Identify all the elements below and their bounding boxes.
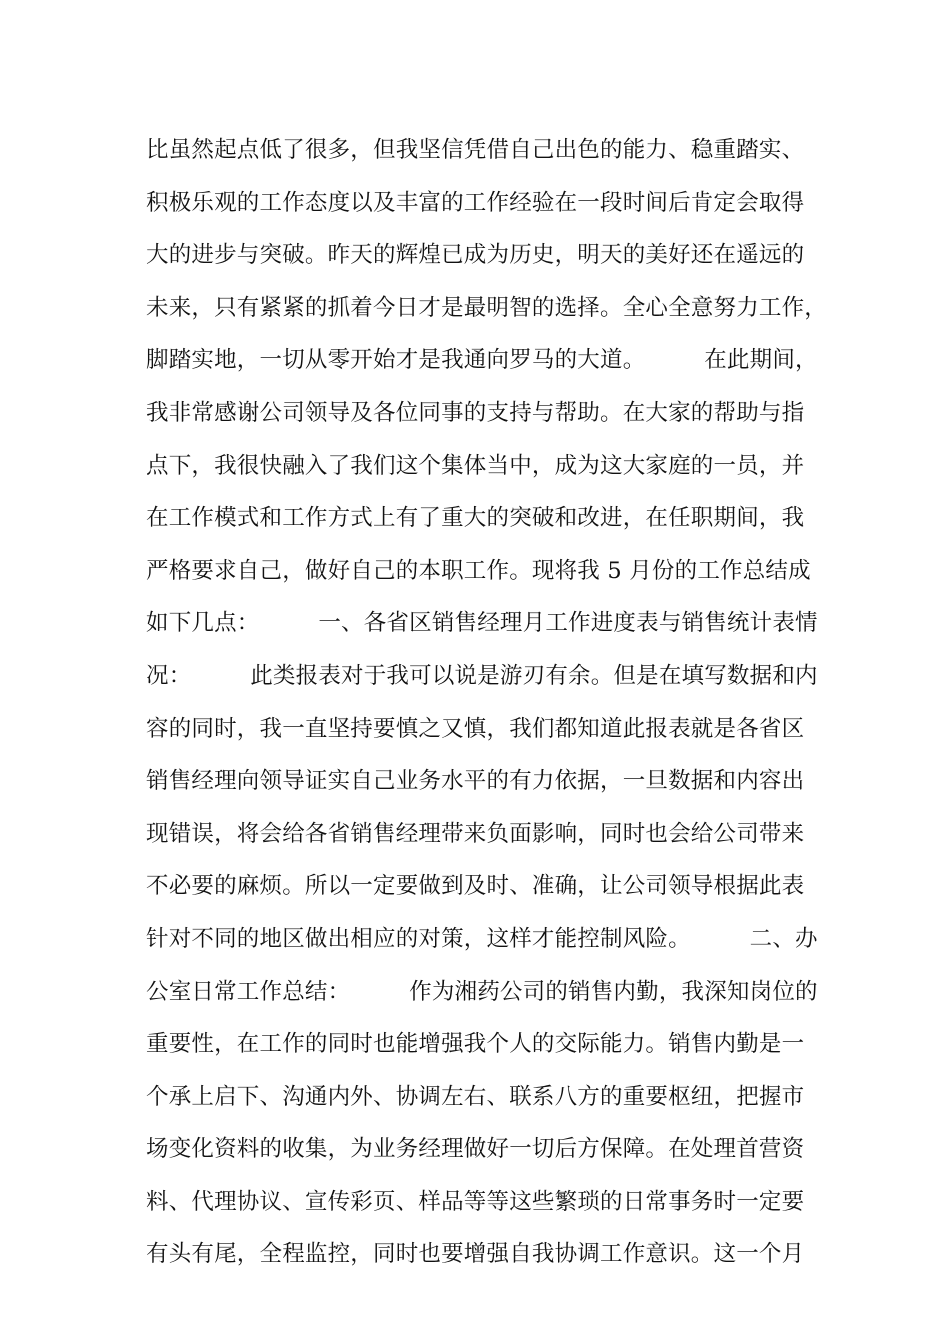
text-line: 我非常感谢公司领导及各位同事的支持与帮助。在大家的帮助与指 [146,399,805,426]
text-line: 况： 此类报表对于我可以说是游刃有余。但是在填写数据和内 [146,662,818,689]
text-line: 有头有尾，全程监控，同时也要增强自我协调工作意识。这一个月 [146,1241,805,1268]
text-line: 个承上启下、沟通内外、协调左右、联系八方的重要枢纽，把握市 [146,1083,805,1110]
text-line: 大的进步与突破。昨天的辉煌已成为历史，明天的美好还在遥远的 [146,242,805,269]
text-line: 容的同时，我一直坚持要慎之又慎，我们都知道此报表就是各省区 [146,715,805,742]
text-line: 脚踏实地，一切从零开始才是我通向罗马的大道。 在此期间， [146,347,818,374]
text-line: 料、代理协议、宣传彩页、样品等等这些繁琐的日常事务时一定要 [146,1188,805,1215]
text-line: 在工作模式和工作方式上有了重大的突破和改进，在任职期间，我 [146,505,805,532]
text-line: 严格要求自己，做好自己的本职工作。现将我 5 月份的工作总结成 [146,557,811,584]
text-line: 点下，我很快融入了我们这个集体当中，成为这大家庭的一员，并 [146,452,805,479]
text-line: 针对不同的地区做出相应的对策，这样才能控制风险。 二、办 [146,925,818,952]
text-line: 现错误，将会给各省销售经理带来负面影响，同时也会给公司带来 [146,820,805,847]
text-line: 不必要的麻烦。所以一定要做到及时、准确，让公司领导根据此表 [146,873,805,900]
text-line: 积极乐观的工作态度以及丰富的工作经验在一段时间后肯定会取得 [146,189,805,216]
text-line: 重要性，在工作的同时也能增强我个人的交际能力。销售内勤是一 [146,1031,805,1058]
body-text [146,124,826,1281]
text-line: 公室日常工作总结： 作为湘药公司的销售内勤，我深知岗位的 [146,978,818,1005]
text-line: 如下几点： 一、各省区销售经理月工作进度表与销售统计表情 [146,610,818,637]
text-line: 比虽然起点低了很多，但我坚信凭借自己出色的能力、稳重踏实、 [146,137,805,163]
text-line: 场变化资料的收集，为业务经理做好一切后方保障。在处理首营资 [146,1136,805,1163]
text-line: 未来，只有紧紧的抓着今日才是最明智的选择。全心全意努力工作， [146,294,828,321]
text-line: 销售经理向领导证实自己业务水平的有力依据，一旦数据和内容出 [146,768,805,795]
